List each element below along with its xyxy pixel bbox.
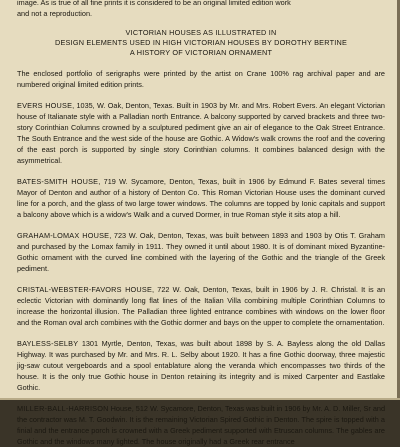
- house-name: BATES-SMITH HOUSE: [17, 177, 99, 186]
- intro-line-2: and not a reproduction.: [17, 9, 93, 18]
- heading-line-2: DESIGN ELEMENTS USED IN HIGH VICTORIAN HOUSES BY DOROTHY BERTINE: [54, 38, 348, 47]
- house-paragraph-cristal-webster-favors: [17, 284, 385, 328]
- document-heading: [17, 28, 385, 58]
- house-name: BAYLESS-SELBY: [17, 339, 79, 348]
- house-paragraph-bates-smith: [17, 176, 385, 220]
- heading-line-3: A HISTORY OF VICTORIAN ORNAMENT: [129, 48, 273, 57]
- house-paragraph-graham-lomax: [17, 230, 385, 274]
- page-bottom-edge: [0, 398, 400, 400]
- document-content: [17, 0, 385, 447]
- house-paragraph-bayless-selby: [17, 338, 385, 393]
- house-paragraph-evers: [17, 100, 385, 166]
- house-description: , 723 W. Oak, Denton, Texas, was built between 1893 and 1903 by Otis T. Graham and purchased by the Lomax family in 1911. They owned it until about 1980. It is of dominant mixed Byzantine-Gothic ornament with the curved line combined with the layering of the Gothic and the triangle of the Greek pediment.: [17, 231, 385, 273]
- house-name: EVERS HOUSE: [17, 101, 73, 110]
- house-description: , 719 W. Sycamore, Denton, Texas, built in 1906 by Edmund F. Bates several times Mayor of Denton and author of a history of Denton Co. This Roman Victorian House uses the dominant curved line for a porch, and the glass of two large tower windows. The columns are topped by Ionic capitals and support a balcony above which is a widow's Walk and a curved Dormer, in true Roman style it sits atop a hill.: [17, 177, 385, 219]
- house-name: GRAHAM-LOMAX HOUSE: [17, 231, 110, 240]
- house-description: 1301 Myrtle, Denton, Texas, was built about 1898 by S. A. Bayless along the old Dallas Highway. It was purchased by Mr. and Mrs. R. L. Selby about 1920. It has a fine Gothic doorway, three majestic jig-saw cutout vergeboards and a spool entablature along the veranda which encompasses two thirds of the house. It is the only true Gothic house in Denton retaining its integrity and is mixed Carpenter and Eastlake Gothic.: [17, 339, 385, 392]
- house-paragraph-miller-ball-harrison: [17, 403, 385, 447]
- intro-line-1: image. As is true of all fine prints it is considered to be an original limited edition work: [17, 0, 291, 7]
- portfolio-note: The enclosed portfolio of serigraphs were printed by the artist on Crane 100% rag archival paper and are numbered original limited edition prints.: [17, 69, 385, 89]
- house-description: , 722 W. Oak, Denton, Texas, built in 1906 by J. R. Christal. It is an eclectic Victorian with dominantly long flat lines of the Italian Villa combining multiple Corinthian Columns to increase the horizontal illusion. The Palladian three lighted entrance combines with windows on the lower floor and the Roman oval arch combines with the Gothic dormer and bays on the upper to complete the ornamentation.: [17, 285, 385, 327]
- heading-line-1: VICTORIAN HOUSES AS ILLUSTRATED IN: [125, 28, 277, 37]
- house-name: CRISTAL-WEBSTER-FAVORS HOUSE: [17, 285, 153, 294]
- house-description: , 1035, W. Oak, Denton, Texas. Built in 1903 by Mr. and Mrs. Robert Evers. An elegant Victorian house of Italianate style with a Palladian north Entrance. A balcony supported by carved brackets and three two-story Corinthian Columns crowned by a sculptured pediment give an air of elegance to the Oak Street Entrance. The South Entrance and the west side of the house are Gothic. A Widow's walk crowns the roof and the covering of the east porch is supported by single story Corinthian columns. It combines balanced design with the asymmetrical.: [17, 101, 385, 165]
- house-name: MILLER-BALL-HARRISON: [17, 404, 109, 413]
- house-description: House, 512 W. Sycamore, Denton, Texas was built in 1906 by Mr. A. D. Miller, Sr and the contractor was M. T. Goodwin. It is the remaining Victorian Spired Gothic in Denton. The spire is topped with a finial and the entrance porch is crowned with a Greek pediment supported with Etruscan columns. The gables are Gothic and the windows many lighted. The house originally had a Greek rear entrance: [17, 404, 385, 446]
